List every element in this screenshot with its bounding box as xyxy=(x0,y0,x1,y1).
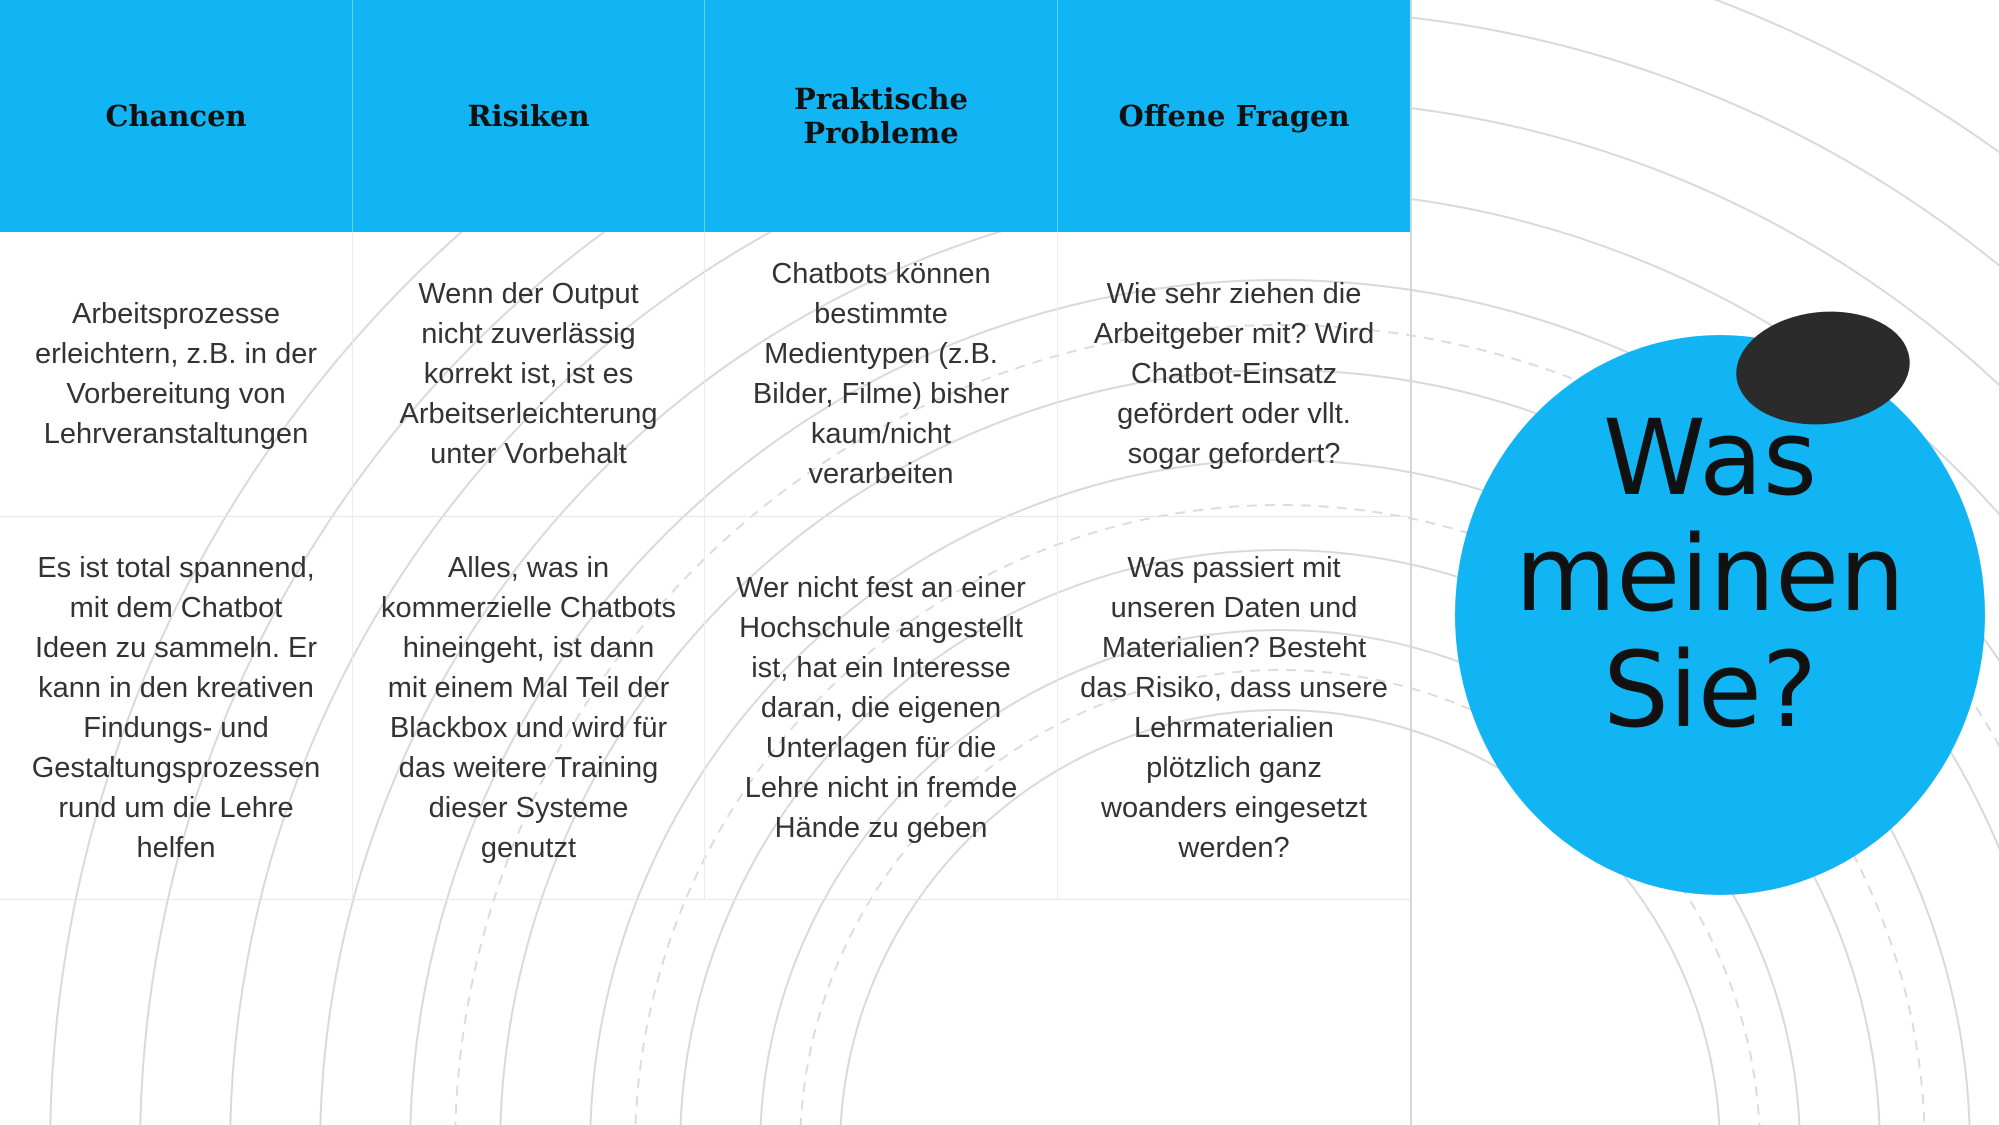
header-offene-fragen: Offene Fragen xyxy=(1057,0,1410,232)
vertical-divider xyxy=(1410,0,1412,1125)
header-chancen: Chancen xyxy=(0,0,352,232)
row1-offene-fragen: Wie sehr ziehen die Arbeitgeber mit? Wird Chatbot-Einsatz gefördert oder vllt. sogar gefordert? xyxy=(1057,232,1410,517)
callout-title: Was meinen Sie? xyxy=(1515,397,1905,751)
row2-chancen: Es ist total spannend, mit dem Chatbot Ideen zu sammeln. Er kann in den kreativen Findungs- und Gestaltungsprozessen rund um die Lehre helfen xyxy=(0,517,352,900)
row1-praktische-probleme: Chatbots können bestimmte Medientypen (z.B. Bilder, Filme) bisher kaum/nicht verarbeiten xyxy=(704,232,1057,517)
row1-chancen: Arbeitsprozesse erleichtern, z.B. in der Vorbereitung von Lehrveranstaltungen xyxy=(0,232,352,517)
row2-risiken: Alles, was in kommerzielle Chatbots hineingeht, ist dann mit einem Mal Teil der Blackbox und wird für das weitere Training dieser Systeme genutzt xyxy=(352,517,704,900)
row2-praktische-probleme: Wer nicht fest an einer Hochschule angestellt ist, hat ein Interesse daran, die eigenen Unterlagen für die Lehre nicht in fremde Hände zu geben xyxy=(704,517,1057,900)
row1-risiken: Wenn der Output nicht zuverlässig korrekt ist, ist es Arbeitserleichterung unter Vorbehalt xyxy=(352,232,704,517)
header-risiken: Risiken xyxy=(352,0,704,232)
header-praktische-probleme: Praktische Probleme xyxy=(704,0,1057,232)
row2-offene-fragen: Was passiert mit unseren Daten und Materialien? Besteht das Risiko, dass unsere Lehrmaterialien plötzlich ganz woanders eingesetzt werden? xyxy=(1057,517,1410,900)
